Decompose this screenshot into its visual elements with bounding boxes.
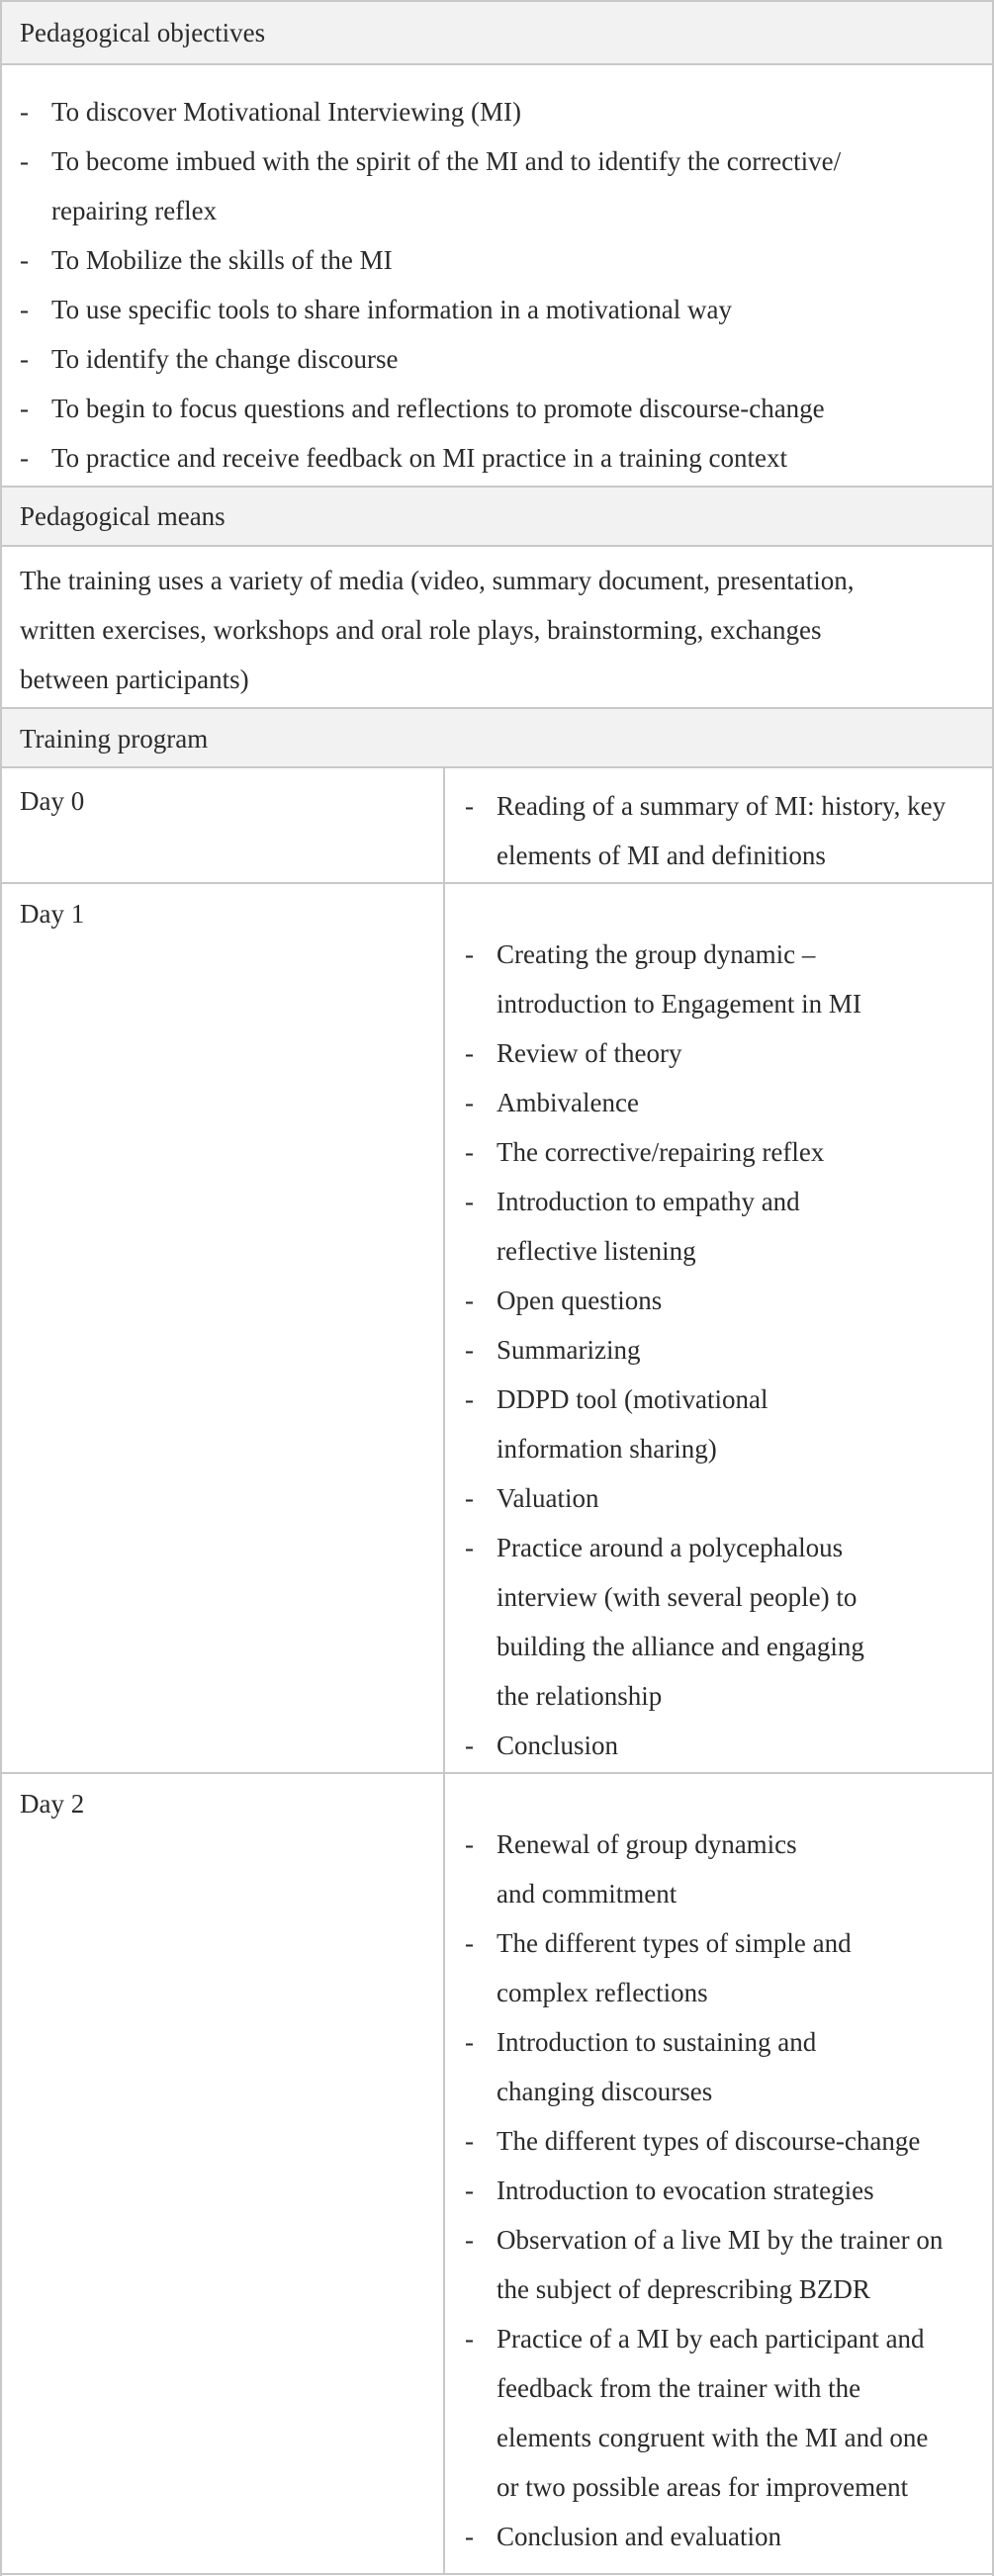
- day-1-label: Day 1: [20, 899, 85, 929]
- list-item: - Creating the group dynamic – introduction to Engagement in MI: [465, 939, 861, 1019]
- list-item: - Ambivalence: [465, 1088, 639, 1117]
- objectives-list: [20, 87, 841, 483]
- list-item: - Observation of a live MI by the trainer on the subject of deprescribing BZDR: [465, 2225, 944, 2304]
- list-item: - Conclusion and evaluation: [465, 2522, 781, 2551]
- list-item: - To discover Motivational Interviewing (MI): [20, 97, 521, 127]
- table-rule: [0, 2573, 994, 2575]
- table-rule: [0, 766, 994, 768]
- list-item: - Introduction to evocation strategies: [465, 2176, 874, 2205]
- list-item: - To practice and receive feedback on MI practice in a training context: [20, 443, 787, 473]
- table-rule: [0, 882, 994, 884]
- day-0-list: [465, 781, 946, 880]
- list-item: - Practice around a polycephalous interview (with several people) to building the alliance and engaging the relationship: [465, 1533, 864, 1711]
- table-rule: [0, 0, 994, 2]
- list-item: - Introduction to empathy and reflective listening: [465, 1187, 800, 1266]
- list-item: - Conclusion: [465, 1731, 619, 1760]
- means-text: The training uses a variety of media (video, summary document, presentation, written exercises, workshops and oral role plays, brainstorming, exchanges between participants): [20, 566, 855, 694]
- list-item: - The corrective/repairing reflex: [465, 1137, 825, 1167]
- list-item: - Practice of a MI by each participant and feedback from the trainer with the elements congruent with the MI and one or two possible areas for improvement: [465, 2324, 929, 2502]
- list-item: - To begin to focus questions and reflections to promote discourse-change: [20, 394, 825, 423]
- list-item: - To become imbued with the spirit of the MI and to identify the corrective/ repairing reflex: [20, 146, 842, 225]
- list-item: - DDPD tool (motivational information sharing): [465, 1384, 768, 1464]
- table-rule: [0, 486, 994, 488]
- table-border-left: [0, 0, 2, 2576]
- table-rule: [0, 545, 994, 547]
- table-column-divider: [443, 766, 445, 2575]
- objectives-header: Pedagogical objectives: [20, 18, 266, 47]
- day-1-list: [465, 930, 864, 1770]
- list-item: - The different types of simple and complex reflections: [465, 1928, 852, 2007]
- day-2-label: Day 2: [20, 1789, 85, 1819]
- program-header: Training program: [20, 724, 209, 754]
- list-item: - Introduction to sustaining and changing discourses: [465, 2027, 817, 2106]
- list-item: - Review of theory: [465, 1038, 682, 1068]
- list-item: - The different types of discourse-change: [465, 2126, 921, 2156]
- list-item: - To identify the change discourse: [20, 344, 399, 374]
- means-header: Pedagogical means: [20, 501, 226, 531]
- day-2-list: [465, 1820, 943, 2561]
- day-0-label: Day 0: [20, 786, 85, 816]
- list-item: - Summarizing: [465, 1335, 641, 1365]
- list-item: - To Mobilize the skills of the MI: [20, 245, 393, 275]
- list-item: - Renewal of group dynamics and commitment: [465, 1829, 797, 1909]
- table-rule: [0, 707, 994, 709]
- list-item: - Open questions: [465, 1286, 663, 1315]
- list-item: - Reading of a summary of MI: history, key elements of MI and definitions: [465, 791, 947, 870]
- table-rule: [0, 1772, 994, 1774]
- list-item: - To use specific tools to share information in a motivational way: [20, 295, 732, 324]
- list-item: - Valuation: [465, 1483, 599, 1513]
- table-rule: [0, 63, 994, 65]
